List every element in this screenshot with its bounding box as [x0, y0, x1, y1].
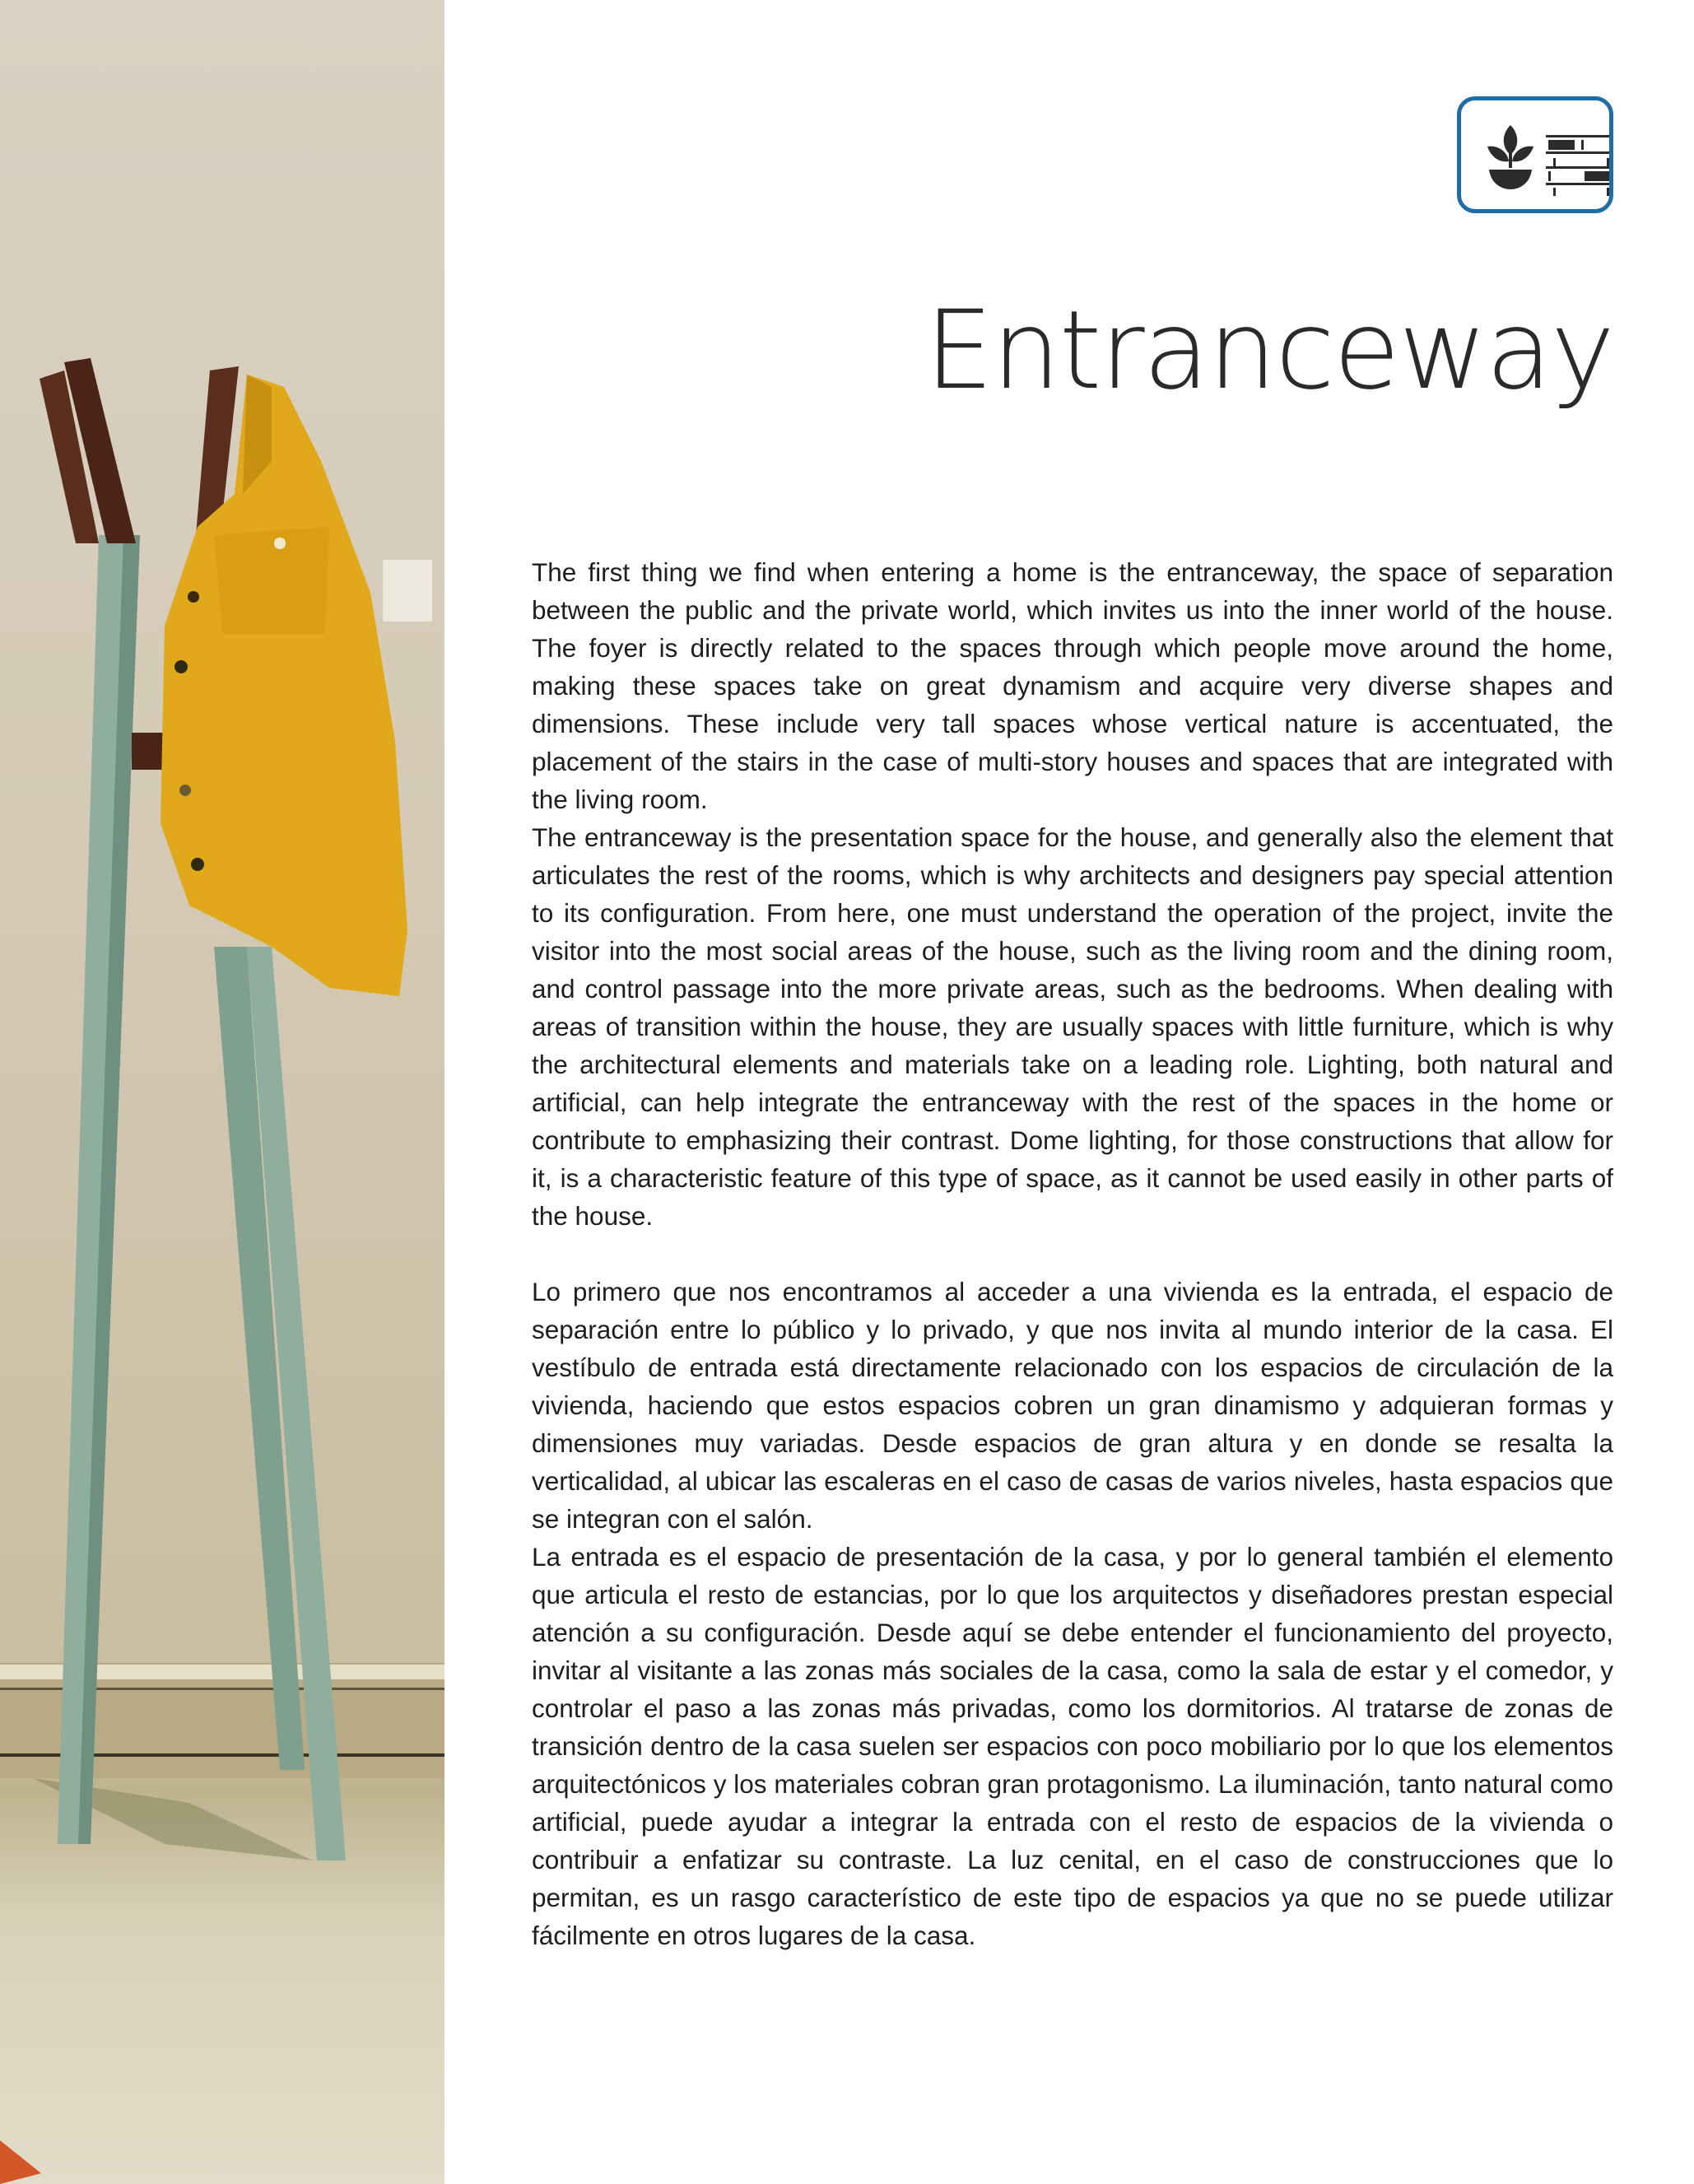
body-text	[532, 553, 1613, 1954]
paragraph-en-1: The first thing we find when entering a home is the entranceway, the space of separation between the public and the private world, which invites us into the inner world of the house. The foyer is directly related to the spaces through which people move around the home, making these spaces take on great dynamism and acquire very diverse shapes and dimensions. These include very tall spaces whose vertical nature is accentuated, the placement of the stairs in the case of multi-story houses and spaces that are integrated with the living room.	[532, 557, 1613, 814]
plant-icon	[1487, 125, 1533, 189]
plant-and-shelf-icon	[1457, 96, 1613, 213]
paragraph-es-2: La entrada es el espacio de presentación de la casa, y por lo general también el elemento que articula el resto de estancias, por lo que los arquitectos y diseñadores prestan especial atención a su configuración. Desde aquí se debe entender el funcionamiento del proyecto, invitar al visitante a las zonas más sociales de la casa, como la sala de estar y el comedor, y controlar el paso a las zonas más privadas, como los dormitorios. Al tratarse de zonas de transición dentro de la casa suelen ser espacios con poco mobiliario por lo que los elementos arquitectónicos y los materiales cobran gran protagonismo. La iluminación, tanto natural como artificial, puede ayudar a integrar la entrada con el resto de espacios de la vivienda o contribuir a enfatizar su contraste. La luz cenital, en el caso de construcciones que lo permitan, es un rasgo característico de este tipo de espacios ya que no se puede utilizar fácilmente en otros lugares de la casa.	[532, 1542, 1613, 1950]
paragraph-es-1: Lo primero que nos encontramos al acceder a una vivienda es la entrada, el espacio de separación entre lo público y lo privado, y que nos invita al mundo interior de la casa. El vestíbulo de entrada está directamente relacionado con los espacios de circulación de la vivienda, haciendo que estos espacios cobren un gran dinamismo y adquieran formas y dimensiones muy variadas. Desde espacios de gran altura y en donde se resalta la verticalidad, al ubicar las escaleras en el caso de casas de varios niveles, hasta espacios que se integran con el salón.	[532, 1277, 1613, 1534]
paragraph-en-2: The entranceway is the presentation space for the house, and generally also the element that articulates the rest of the rooms, which is why architects and designers pay special attention to its configuration. From here, one must understand the operation of the project, invite the visitor into the most social areas of the house, such as the living room and the dining room, and control passage into the more private areas, such as the bedrooms. When dealing with areas of transition within the house, they are usually spaces with little furniture, which is why the architectural elements and materials take on a leading role. Lighting, both natural and artificial, can help integrate the entranceway with the rest of the spaces in the home or contribute to emphasizing their contrast. Dome lighting, for those constructions that allow for it, is a characteristic feature of this type of space, as it cannot be used easily in other parts of the house.	[532, 822, 1613, 1231]
shelf-icon	[1546, 135, 1609, 196]
photo-coat-rack	[0, 0, 444, 2184]
coat-rack-illustration	[0, 0, 444, 2184]
page-title: Entranceway	[924, 287, 1613, 414]
